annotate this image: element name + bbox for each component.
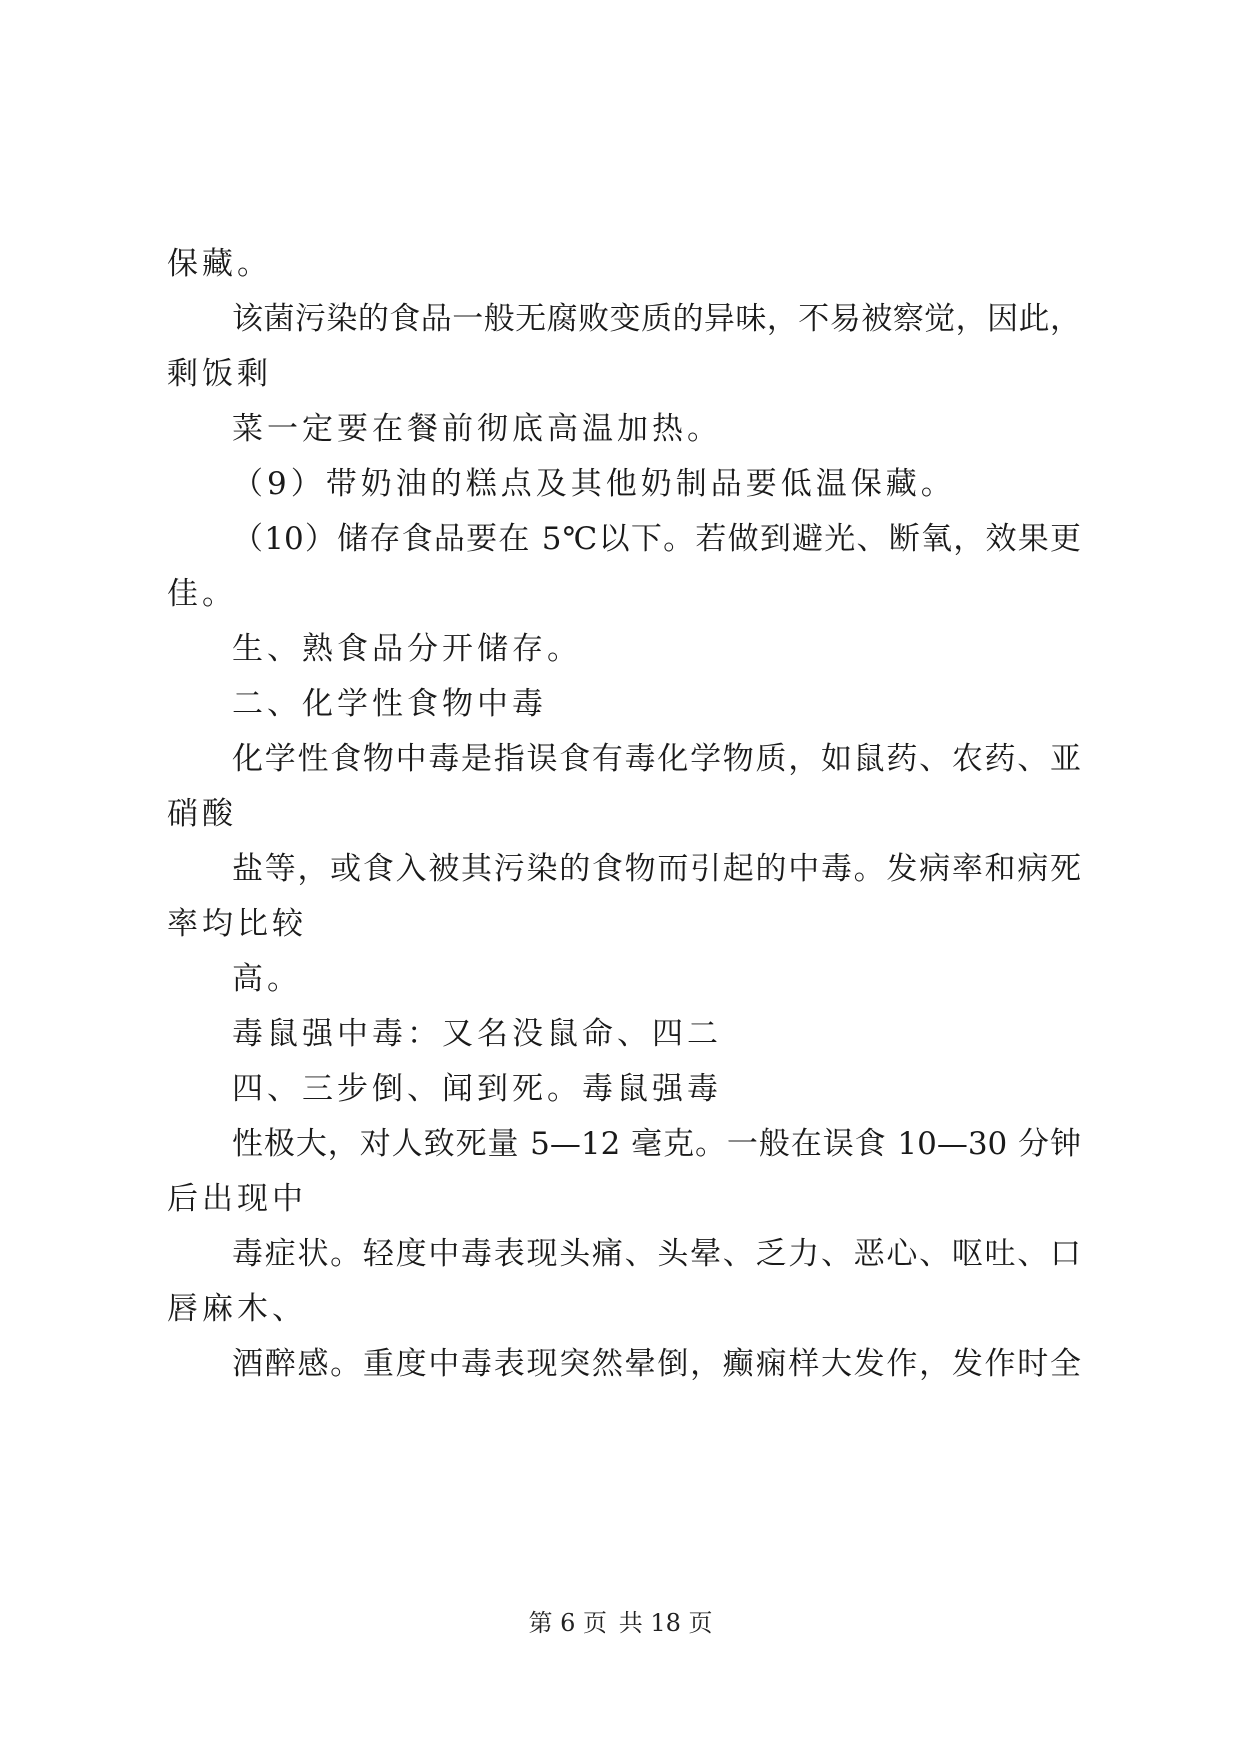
page-total: 共 18 页	[618, 1609, 713, 1637]
text-line: 菜一定要在餐前彻底高温加热。	[232, 411, 722, 447]
text-line: 性极大，对人致死量 5—12 毫克。一般在误食 10—30 分钟	[232, 1126, 1081, 1162]
text-line: 保藏。	[167, 246, 272, 282]
text-line: （9）带奶油的糕点及其他奶制品要低温保藏。	[232, 466, 956, 502]
section-heading: 二、化学性食物中毒	[232, 686, 547, 722]
text-line: 化学性食物中毒是指误食有毒化学物质，如鼠药、农药、亚	[232, 741, 1081, 777]
text-line: 高。	[232, 961, 302, 997]
text-line: 毒症状。轻度中毒表现头痛、头晕、乏力、恶心、呕吐、口	[232, 1236, 1081, 1272]
text-line: 四、三步倒、闻到死。毒鼠强毒	[232, 1071, 722, 1107]
text-line: 该菌污染的食品一般无腐败变质的异味，不易被察觉，因此，	[232, 301, 1081, 337]
text-line: 生、熟食品分开储存。	[232, 631, 582, 667]
page-number: 第 6 页	[528, 1609, 608, 1637]
text-line: （10）储存食品要在 5℃以下。若做到避光、断氧，效果更	[232, 521, 1081, 557]
text-line: 酒醉感。重度中毒表现突然晕倒，癫痫样大发作，发作时全	[232, 1346, 1081, 1382]
text-line: 盐等，或食入被其污染的食物而引起的中毒。发病率和病死	[232, 851, 1081, 887]
text-line: 唇麻木、	[167, 1291, 307, 1327]
text-line: 率均比较	[167, 906, 307, 942]
text-line: 剩饭剩	[167, 356, 272, 392]
text-line: 后出现中	[167, 1181, 307, 1217]
page-footer	[0, 1608, 1241, 1638]
text-line: 毒鼠强中毒：又名没鼠命、四二	[232, 1016, 722, 1052]
text-line: 佳。	[167, 576, 237, 612]
text-line: 硝酸	[167, 796, 237, 832]
